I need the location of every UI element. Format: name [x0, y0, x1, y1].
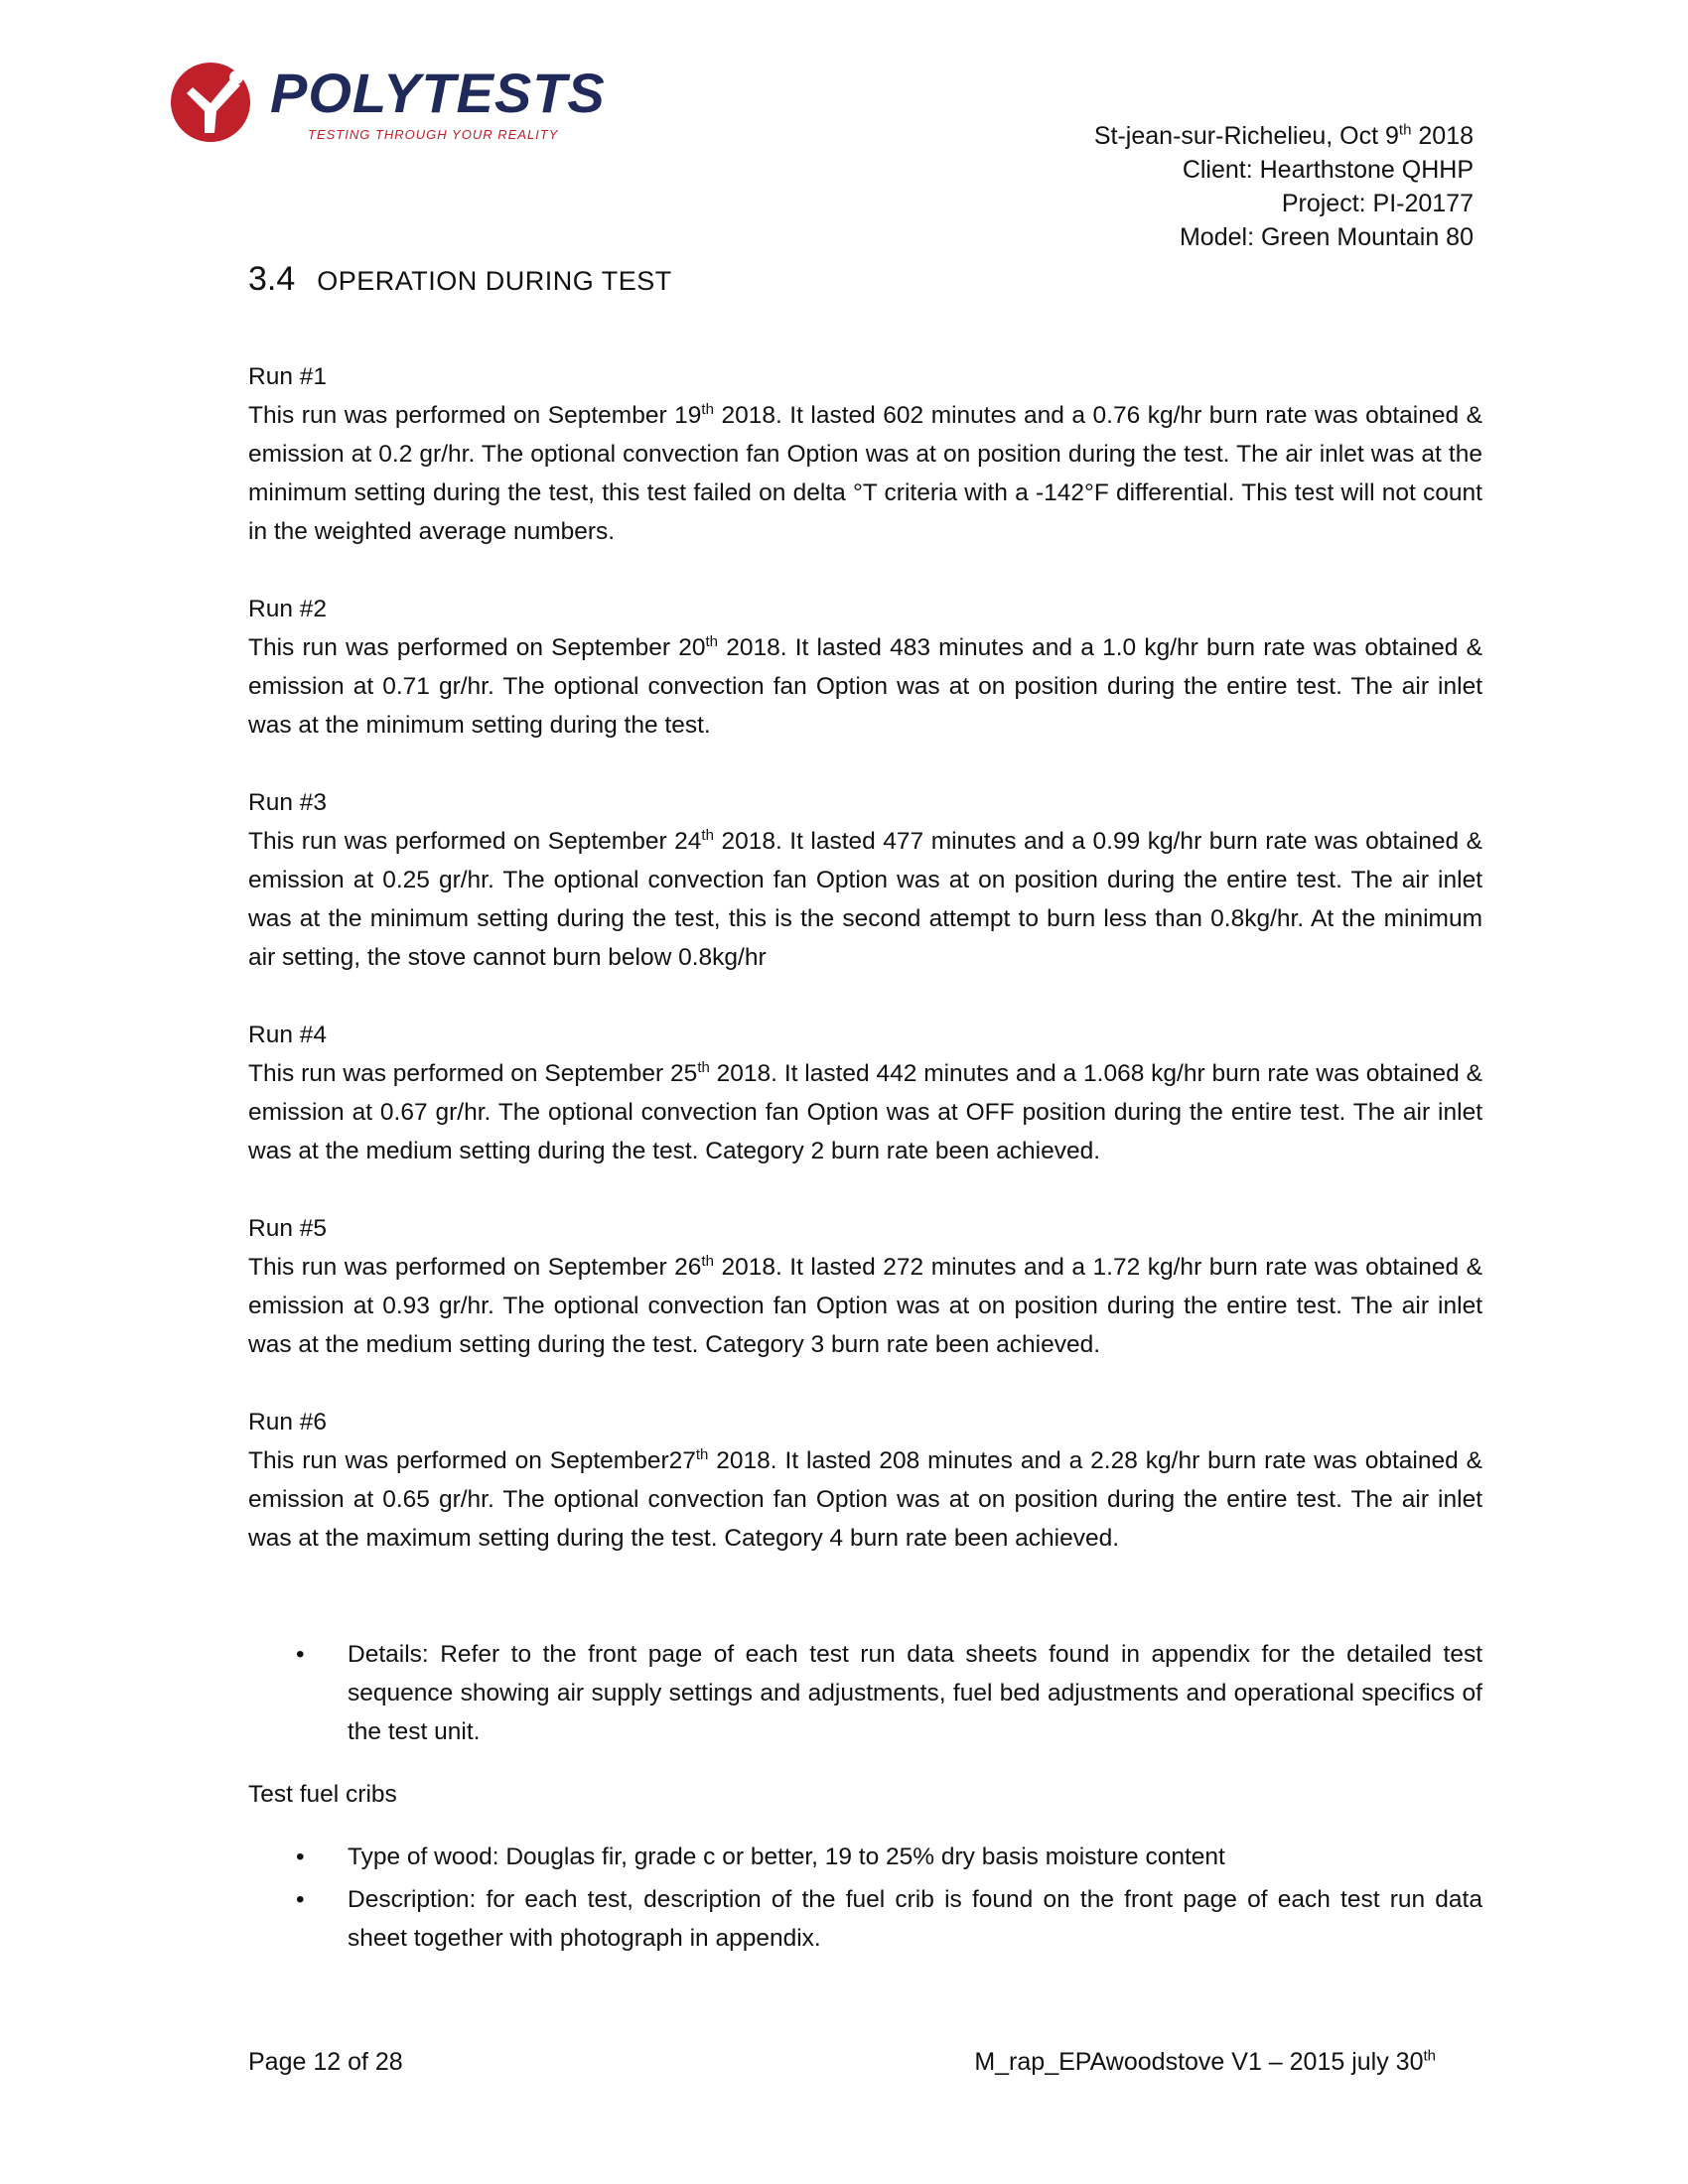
run-label: Run #5 — [248, 1215, 328, 1242]
run-description: This run was performed on September 25th 2018. It lasted 442 minutes and a 1.068 kg/hr burn rate was obtained & emission at 0.67 gr/hr. The optional convection fan Option was at OFF position during the entire test. The air inlet was at the medium setting during the test. Category 2 burn rate been achieved. — [248, 1058, 1482, 1164]
details-list — [248, 1635, 1482, 1751]
polytests-logo-graphic — [171, 58, 618, 147]
svg-text:POLYTESTS: POLYTESTS — [270, 62, 606, 124]
bullet-icon: • — [296, 1843, 305, 1870]
header-client: Client: Hearthstone QHHP — [1182, 156, 1474, 184]
fuel-list — [248, 1838, 1482, 1958]
run-block — [248, 357, 1482, 551]
run-description: This run was performed on September 20th 2018. It lasted 483 minutes and a 1.0 kg/hr burn rate was obtained & emission at 0.71 gr/hr. The optional convection fan Option was at on position during the entire test. The air inlet was at the minimum setting during the test. — [248, 632, 1482, 739]
list-item: • Details: Refer to the front page of each test run data sheets found in appendix for the detailed test sequence showing air supply settings and adjustments, fuel bed adjustments and operational specifics of the test unit. — [248, 1635, 1482, 1751]
run-description: This run was performed on September 26th 2018. It lasted 272 minutes and a 1.72 kg/hr burn rate was obtained & emission at 0.93 gr/hr. The optional convection fan Option was at on position during the entire test. The air inlet was at the medium setting during the test. Category 3 burn rate been achieved. — [248, 1252, 1482, 1358]
run-block — [248, 783, 1482, 977]
section-title — [248, 260, 672, 299]
run-block — [248, 1016, 1482, 1170]
list-item: • Type of wood: Douglas fir, grade c or better, 19 to 25% dry basis moisture content — [248, 1838, 1482, 1876]
header-location-date: St-jean-sur-Richelieu, Oct 9th 2018 — [1093, 121, 1474, 150]
run-description: This run was performed on September 19th 2018. It lasted 602 minutes and a 0.76 kg/hr burn rate was obtained & emission at 0.2 gr/hr. The optional convection fan Option was at on position during the test. The air inlet was at the minimum setting during the test, this test failed on delta °T criteria with a -142°F differential. This test will not count in the weighted average numbers. — [248, 400, 1482, 545]
run-block — [248, 1403, 1482, 1558]
run-block — [248, 590, 1482, 745]
list-item: • Description: for each test, description of the fuel crib is found on the front page of each test run data sheet together with photograph in appendix. — [248, 1880, 1482, 1958]
run-block — [248, 1209, 1482, 1364]
svg-text:TESTING THROUGH YOUR REALITY: TESTING THROUGH YOUR REALITY — [308, 127, 559, 142]
polytests-logo — [171, 58, 618, 147]
run-description: This run was performed on September 24th 2018. It lasted 477 minutes and a 0.99 kg/hr burn rate was obtained & emission at 0.25 gr/hr. The optional convection fan Option was at on position during the entire test. The air inlet was at the minimum setting during the test, this is the second attempt to burn less than 0.8kg/hr. At the minimum air setting, the stove cannot burn below 0.8kg/hr — [248, 826, 1482, 971]
header-model: Model: Green Mountain 80 — [1179, 223, 1474, 251]
document-body — [248, 357, 1482, 1958]
run-label: Run #1 — [248, 363, 328, 390]
run-label: Run #3 — [248, 789, 328, 816]
page-number: Page 12 of 28 — [248, 2048, 403, 2076]
section-number: 3.4 — [248, 260, 296, 298]
document-reference: M_rap_EPAwoodstove V1 – 2015 july 30th — [974, 2047, 1436, 2076]
header-project: Project: PI-20177 — [1281, 190, 1474, 217]
bullet-icon: • — [296, 1641, 305, 1668]
header-info — [1094, 119, 1474, 254]
run-description: This run was performed on September27th 2018. It lasted 208 minutes and a 2.28 kg/hr burn rate was obtained & emission at 0.65 gr/hr. The optional convection fan Option was at on position during the entire test. The air inlet was at the maximum setting during the test. Category 4 burn rate been achieved. — [248, 1445, 1482, 1552]
bullet-icon: • — [296, 1886, 305, 1913]
run-label: Run #2 — [248, 596, 328, 622]
run-label: Run #6 — [248, 1409, 328, 1435]
section-heading: OPERATION DURING TEST — [317, 266, 672, 296]
fuel-cribs-heading: Test fuel cribs — [248, 1781, 397, 1808]
run-label: Run #4 — [248, 1022, 328, 1048]
